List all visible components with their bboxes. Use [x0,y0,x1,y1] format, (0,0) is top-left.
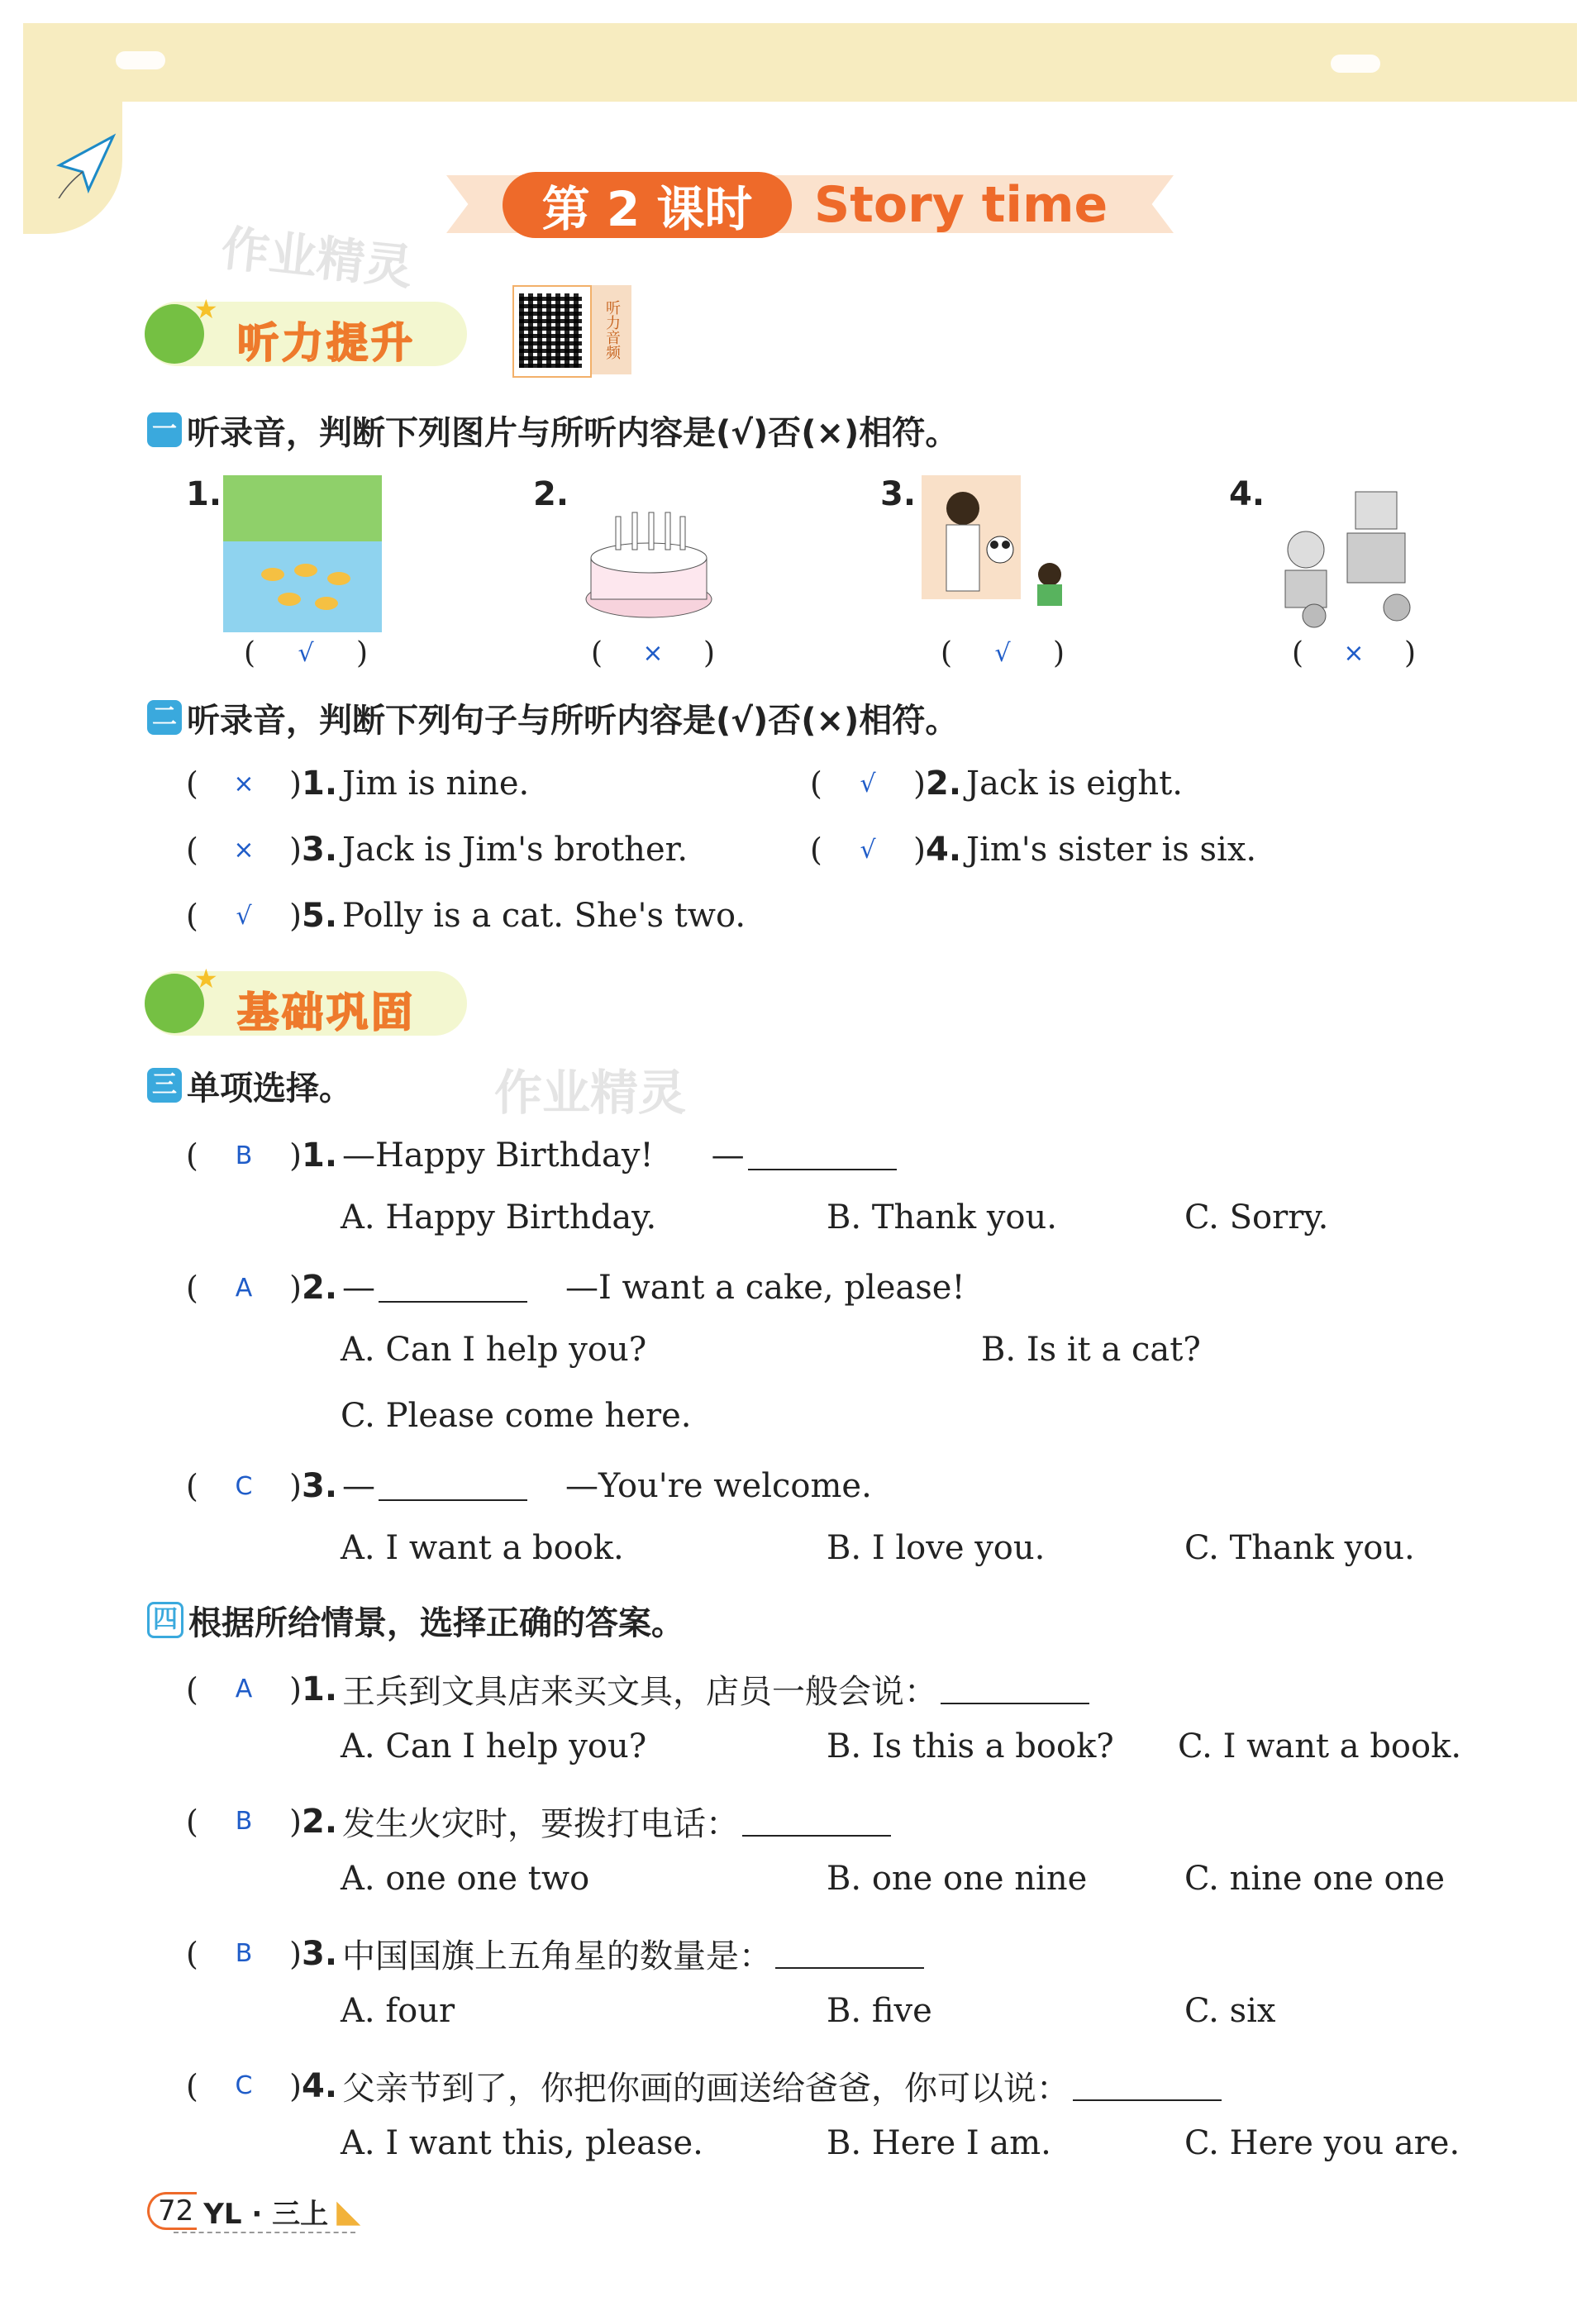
bird-icon: ◣ [336,2193,361,2229]
option-c: C. Thank you. [1184,1529,1415,1567]
picture-number: 3. [880,475,917,513]
picture-number: 1. [186,475,222,513]
question-row: ( C ) 4. 父亲节到了，你把你画的画送给爸爸，你可以说： [186,2062,1222,2109]
qr-code[interactable] [512,285,592,378]
option-a: A. Can I help you? [341,1331,647,1369]
list-item: ( √ ) 5. Polly is a cat. She's two. [186,897,746,935]
people-panda-picture [922,475,1074,608]
section-title: 听录音，判断下列图片与所听内容是(√)否(×)相符。 [187,413,959,452]
section-number: 一 [147,412,182,447]
section-number: 三 [147,1068,182,1103]
list-item: ( × ) 3. Jack is Jim's brother. [186,831,688,869]
book-code: YL · 三上 [203,2197,329,2231]
option-c: C. nine one one [1184,1860,1446,1898]
option-b: B. Here I am. [827,2124,1051,2162]
question-row: ( A ) 2. — —I want a cake, please! [186,1269,965,1307]
list-item: ( √ ) 4. Jim's sister is six. [810,831,1257,869]
lesson-number: 第 2 课时 [503,172,792,238]
answer-blank[interactable] [379,1273,527,1303]
answer-blank[interactable] [775,1939,924,1969]
option-b: B. Thank you. [827,1198,1057,1237]
section-3-heading [147,1065,352,1106]
option-a: A. Can I help you? [341,1727,647,1765]
birthday-cake-picture [583,500,715,624]
option-c: C. six [1184,1992,1276,2030]
option-a: A. four [341,1992,455,2030]
picture-answer: ( × ) [591,636,715,670]
option-c: C. Sorry. [1184,1198,1329,1237]
option-a: A. I want a book. [341,1529,624,1567]
option-b: B. Is this a book? [827,1727,1114,1765]
section-number: 四 [147,1602,183,1638]
badge-label: 基础巩固 [237,989,416,1036]
section-title: 单项选择。 [187,1069,352,1108]
section-4-heading [147,1599,684,1641]
option-b: B. one one nine [827,1860,1088,1898]
footer-divider [174,2232,355,2233]
watermark: 作业精灵 [494,1065,687,1121]
basics-badge [145,963,467,1036]
cloud-decoration [116,51,165,69]
list-item: ( × ) 1. Jim is nine. [186,765,530,803]
page-number: 72 [147,2192,197,2230]
robots-picture [1265,475,1430,632]
lesson-subtitle: Story time [814,176,1108,234]
answer-blank[interactable] [1073,2071,1222,2101]
picture-number: 4. [1229,475,1265,513]
option-c: C. Here you are. [1184,2124,1460,2162]
answer-blank[interactable] [941,1675,1089,1704]
answer-blank[interactable] [379,1471,527,1501]
option-b: B. five [827,1992,932,2030]
watermark: 作业精灵 [218,220,416,296]
picture-answer: ( √ ) [244,636,368,670]
option-c: C. Please come here. [341,1397,692,1435]
list-item: ( √ ) 2. Jack is eight. [810,765,1183,803]
picture-answer: ( √ ) [941,636,1065,670]
option-b: B. Is it a cat? [981,1331,1201,1369]
option-a: A. Happy Birthday. [341,1198,657,1237]
section-2-heading [147,697,958,738]
cloud-decoration [1331,55,1380,73]
answer-blank[interactable] [742,1807,891,1837]
star-icon: ★ [194,963,218,994]
picture-answer: ( × ) [1292,636,1416,670]
section-number: 二 [147,700,182,735]
listening-badge [145,293,467,367]
section-title: 听录音，判断下列句子与所听内容是(√)否(×)相符。 [187,701,959,740]
answer-blank[interactable] [748,1141,897,1170]
option-c: C. I want a book. [1178,1727,1462,1765]
question-row: ( C ) 3. — —You're welcome. [186,1467,872,1505]
section-1-heading [147,409,958,450]
question-row: ( B ) 1. —Happy Birthday! — [186,1136,897,1175]
picture-number: 2. [533,475,569,513]
qr-label: 听力音频 [592,285,631,374]
option-a: A. one one two [341,1860,590,1898]
page-footer [147,2186,360,2236]
ducks-picture [223,475,382,632]
question-row: ( A ) 1. 王兵到文具店来买文具，店员一般会说： [186,1665,1089,1713]
badge-label: 听力提升 [237,319,416,367]
question-row: ( B ) 3. 中国国旗上五角星的数量是： [186,1930,924,1977]
option-b: B. I love you. [827,1529,1046,1567]
question-row: ( B ) 2. 发生火灾时，要拨打电话： [186,1798,891,1845]
star-icon: ★ [194,293,218,325]
section-title: 根据所给情景，选择正确的答案。 [188,1603,684,1642]
option-a: A. I want this, please. [341,2124,703,2162]
paper-plane-icon [51,132,117,198]
